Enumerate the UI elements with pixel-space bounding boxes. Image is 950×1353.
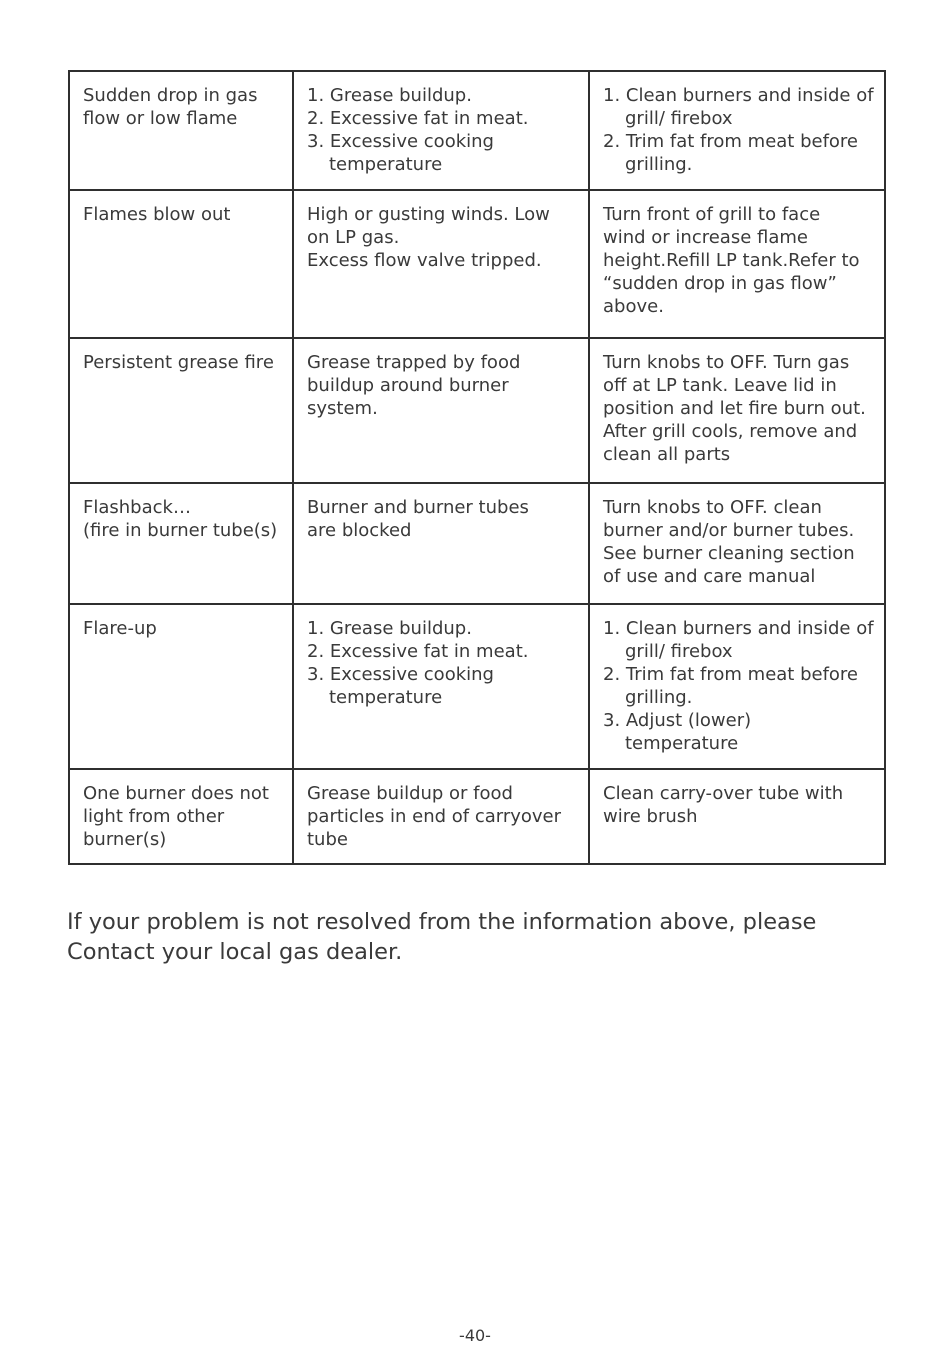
- solution-cell: [589, 483, 885, 604]
- solution-text: above.: [603, 296, 664, 317]
- cause-text: Grease buildup or food: [307, 783, 513, 804]
- cause-item: 2. Excessive fat in meat.: [307, 641, 529, 662]
- solution-text: of use and care manual: [603, 566, 816, 587]
- problem-text: Flashback…: [83, 497, 191, 518]
- problem-text: (fire in burner tube(s): [83, 520, 278, 541]
- problem-text: One burner does not: [83, 783, 269, 804]
- troubleshooting-table: [68, 70, 886, 865]
- solution-cell: [589, 769, 885, 864]
- contact-dealer-note: [67, 907, 867, 967]
- cause-list: [307, 617, 582, 709]
- cause-item: 1. Grease buildup.: [307, 618, 472, 639]
- page-number: -40-: [459, 1326, 491, 1345]
- solution-text: clean all parts: [603, 444, 731, 465]
- solution-text: “sudden drop in gas flow”: [603, 273, 837, 294]
- solution-item: 2. Trim fat from meat before grilling.: [603, 664, 859, 708]
- solution-text: wire brush: [603, 806, 698, 827]
- problem-text: burner(s): [83, 829, 167, 850]
- table-row: [69, 483, 885, 604]
- problem-cell: [69, 769, 293, 864]
- solution-text: height.Refill LP tank.Refer to: [603, 250, 860, 271]
- problem-cell: [69, 71, 293, 190]
- solution-cell: [589, 190, 885, 338]
- solution-item: 1. Clean burners and inside of grill/ firebox: [603, 85, 874, 129]
- table-row: [69, 769, 885, 864]
- cause-item: 3. Excessive cooking temperature: [307, 131, 494, 175]
- solution-text: After grill cools, remove and: [603, 421, 858, 442]
- solution-text: Turn knobs to OFF. clean: [603, 497, 822, 518]
- problem-text: Flare-up: [83, 618, 157, 639]
- table-row: [69, 190, 885, 338]
- solution-text: position and let fire burn out.: [603, 398, 866, 419]
- problem-text: light from other: [83, 806, 225, 827]
- solution-text: burner and/or burner tubes.: [603, 520, 855, 541]
- problem-text: Flames blow out: [83, 204, 231, 225]
- cause-cell: [293, 604, 589, 769]
- cause-text: Grease trapped by food: [307, 352, 521, 373]
- solution-item: 1. Clean burners and inside of grill/ firebox: [603, 618, 874, 662]
- cause-cell: [293, 71, 589, 190]
- solution-text: Turn front of grill to face: [603, 204, 821, 225]
- cause-text: Excess flow valve tripped.: [307, 250, 542, 271]
- note-line: If your problem is not resolved from the information above, please: [67, 909, 817, 935]
- problem-cell: [69, 483, 293, 604]
- cause-cell: [293, 338, 589, 483]
- cause-cell: [293, 769, 589, 864]
- problem-text: flow or low flame: [83, 108, 238, 129]
- table-row: [69, 71, 885, 190]
- cause-cell: [293, 483, 589, 604]
- problem-text: Persistent grease fire: [83, 352, 274, 373]
- note-line: Contact your local gas dealer.: [67, 939, 403, 965]
- cause-text: on LP gas.: [307, 227, 400, 248]
- solution-cell: [589, 71, 885, 190]
- solution-cell: [589, 338, 885, 483]
- solution-text: wind or increase flame: [603, 227, 808, 248]
- solution-text: See burner cleaning section: [603, 543, 855, 564]
- cause-item: 1. Grease buildup.: [307, 85, 472, 106]
- cause-item: 3. Excessive cooking temperature: [307, 664, 494, 708]
- solution-list: [603, 84, 878, 176]
- table-row: [69, 604, 885, 769]
- solution-list: [603, 617, 878, 755]
- cause-text: are blocked: [307, 520, 412, 541]
- solution-text: Clean carry-over tube with: [603, 783, 844, 804]
- solution-text: Turn knobs to OFF. Turn gas: [603, 352, 850, 373]
- problem-text: Sudden drop in gas: [83, 85, 258, 106]
- cause-text: particles in end of carryover: [307, 806, 562, 827]
- table-row: [69, 338, 885, 483]
- cause-item: 2. Excessive fat in meat.: [307, 108, 529, 129]
- solution-cell: [589, 604, 885, 769]
- solution-item: 3. Adjust (lower) temperature: [603, 710, 752, 754]
- cause-list: [307, 84, 582, 176]
- cause-text: system.: [307, 398, 378, 419]
- problem-cell: [69, 338, 293, 483]
- cause-text: tube: [307, 829, 348, 850]
- cause-text: Burner and burner tubes: [307, 497, 529, 518]
- cause-text: High or gusting winds. Low: [307, 204, 550, 225]
- problem-cell: [69, 604, 293, 769]
- problem-cell: [69, 190, 293, 338]
- cause-cell: [293, 190, 589, 338]
- cause-text: buildup around burner: [307, 375, 509, 396]
- solution-text: off at LP tank. Leave lid in: [603, 375, 837, 396]
- solution-item: 2. Trim fat from meat before grilling.: [603, 131, 859, 175]
